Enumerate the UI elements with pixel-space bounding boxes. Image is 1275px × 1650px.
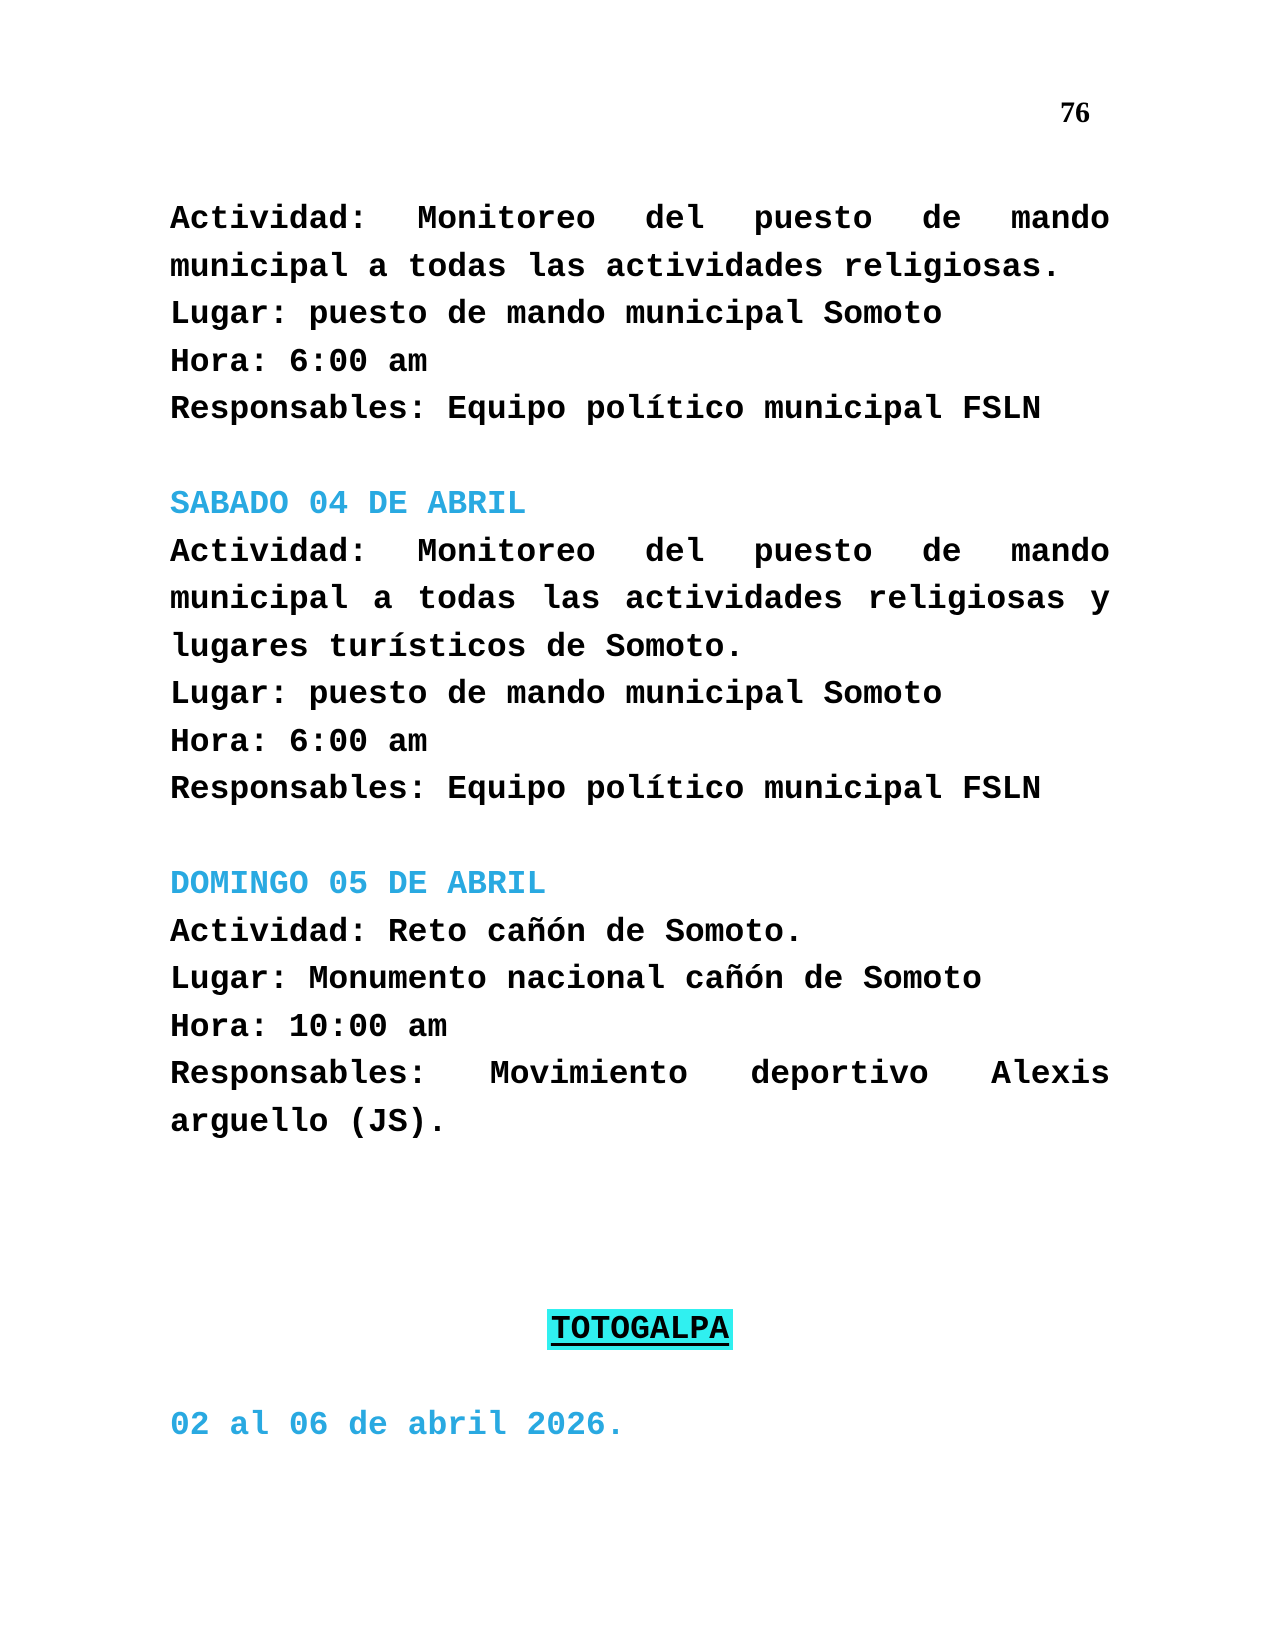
section-spacer [170,1146,1110,1306]
activity-line: Actividad: Reto cañón de Somoto. [170,913,804,951]
activity-line: Actividad: Monitoreo del puesto de mando municipal a todas las actividades religiosas. [170,201,1110,286]
location-line: Lugar: Monumento nacional cañón de Somoto [170,961,982,998]
time-line: Hora: 6:00 am [170,723,428,761]
activity-line: Actividad: Monitoreo del puesto de mando municipal a todas las actividades religiosas y lugares turísticos de Somoto. [170,533,1110,666]
location-line: Lugar: puesto de mando municipal Somoto [170,676,943,713]
time-line: Hora: 6:00 am [170,343,428,381]
day-heading-domingo: DOMINGO 05 DE ABRIL [170,866,547,903]
time-line: Hora: 10:00 am [170,1008,448,1046]
location-line: Lugar: puesto de mando municipal Somoto [170,296,943,333]
blank-line [170,814,1110,862]
page-number: 76 [1060,96,1090,129]
blank-line [170,1354,1110,1402]
responsibles-line: Responsables: Equipo político municipal FSLN [170,391,1042,428]
date-range: 02 al 06 de abril 2026. [170,1406,626,1444]
blank-line [170,434,1110,482]
day-heading-sabado: SABADO 04 DE ABRIL [170,486,527,523]
responsibles-line: Responsables: Movimiento deportivo Alexis arguello (JS). [170,1056,1110,1141]
responsibles-line: Responsables: Equipo político municipal FSLN [170,771,1042,808]
schedule-section-2 [170,481,1110,814]
document-body [170,196,1110,1449]
schedule-section-1 [170,196,1110,434]
schedule-section-3 [170,861,1110,1146]
municipality-title: TOTOGALPA [547,1309,733,1350]
municipality-title-line [170,1306,1110,1354]
